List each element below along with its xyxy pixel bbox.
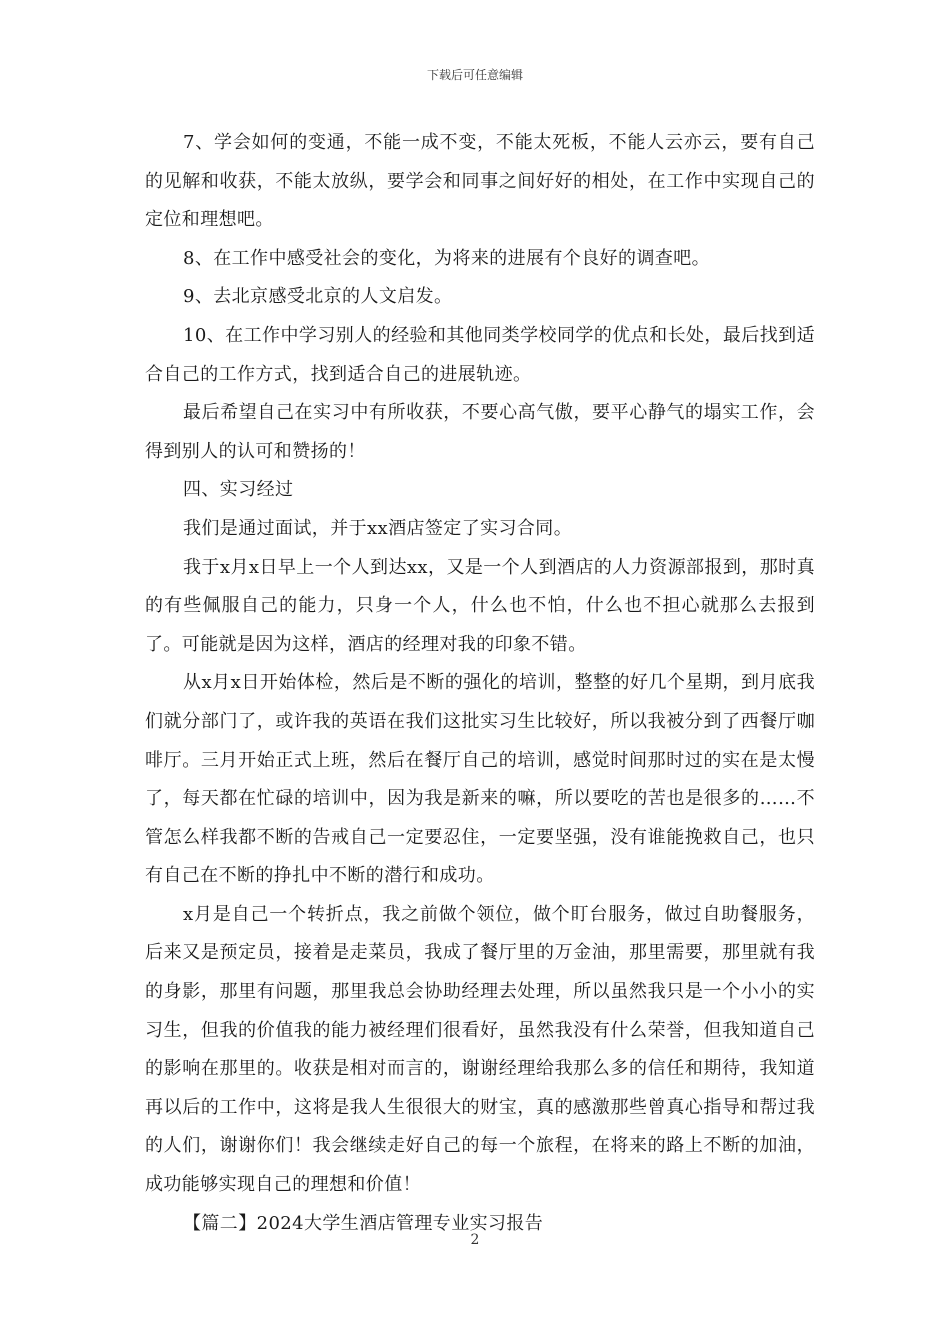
paragraph-item-9: 9、去北京感受北京的人文启发。 [183,286,453,308]
paragraph-arrival: 我于x月x日早上一个人到达xx，又是一个人到酒店的人力资源部报到，那时真的有些佩服自己的能力，只身一个人，什么也不怕，什么也不担心就那么去报到了。可能就是因为这样，酒店的经理对我的印象不错。 [145,556,815,655]
paragraph-turning-point: x月是自己一个转折点，我之前做个领位，做个盯台服务，做过自助餐服务，后来又是预定员，接着是走菜员，我成了餐厅里的万金油，那里需要，那里就有我的身影，那里有问题，那里我总会协助经理去处理，所以虽然我只是一个小小的实习生，但我的价值我的能力被经理们很看好，虽然我没有什么荣誉，但我知道自己的影响在那里的。收获是相对而言的，谢谢经理给我那么多的信任和期待，我知道再以后的工作中，这将是我人生很很大的财宝，真的感激那些曾真心指导和帮过我的人们，谢谢你们！我会继续走好自己的每一个旅程，在将来的路上不断的加油，成功能够实现自己的理想和价值！ [145,903,815,1196]
document-body [145,124,815,1243]
paragraph-training: 从x月x日开始体检，然后是不断的强化的培训，整整的好几个星期，到月底我们就分部门了，或许我的英语在我们这批实习生比较好，所以我被分到了西餐厅咖啡厅。三月开始正式上班，然后在餐厅自己的培训，感觉时间那时过的实在是太慢了，每天都在忙碌的培训中，因为我是新来的嘛，所以要吃的苦也是很多的……不管怎么样我都不断的告戒自己一定要忍住，一定要坚强，没有谁能挽救自己，也只有自己在不断的挣扎中不断的潜行和成功。 [145,672,815,887]
page-header: 下载后可任意编辑 [426,68,523,82]
paragraph-closing-hope: 最后希望自己在实习中有所收获，不要心高气傲，要平心静气的塌实工作，会得到别人的认可和赞扬的！ [145,402,815,462]
section-heading-part-two: 【篇二】2024大学生酒店管理专业实习报告 [183,1212,544,1234]
paragraph-item-7: 7、学会如何的变通，不能一成不变，不能太死板，不能人云亦云，要有自己的见解和收获，不能太放纵，要学会和同事之间好好的相处，在工作中实现自己的定位和理想吧。 [145,132,815,231]
page-number: 2 [470,1232,480,1248]
paragraph-item-10: 10、在工作中学习别人的经验和其他同类学校同学的优点和长处，最后找到适合自己的工作方式，找到适合自己的进展轨迹。 [145,324,815,385]
paragraph-interview: 我们是通过面试，并于xx酒店签定了实习合同。 [183,517,573,539]
paragraph-item-8: 8、在工作中感受社会的变化，为将来的进展有个良好的调查吧。 [183,247,711,269]
section-heading-internship-process: 四、实习经过 [183,479,294,501]
